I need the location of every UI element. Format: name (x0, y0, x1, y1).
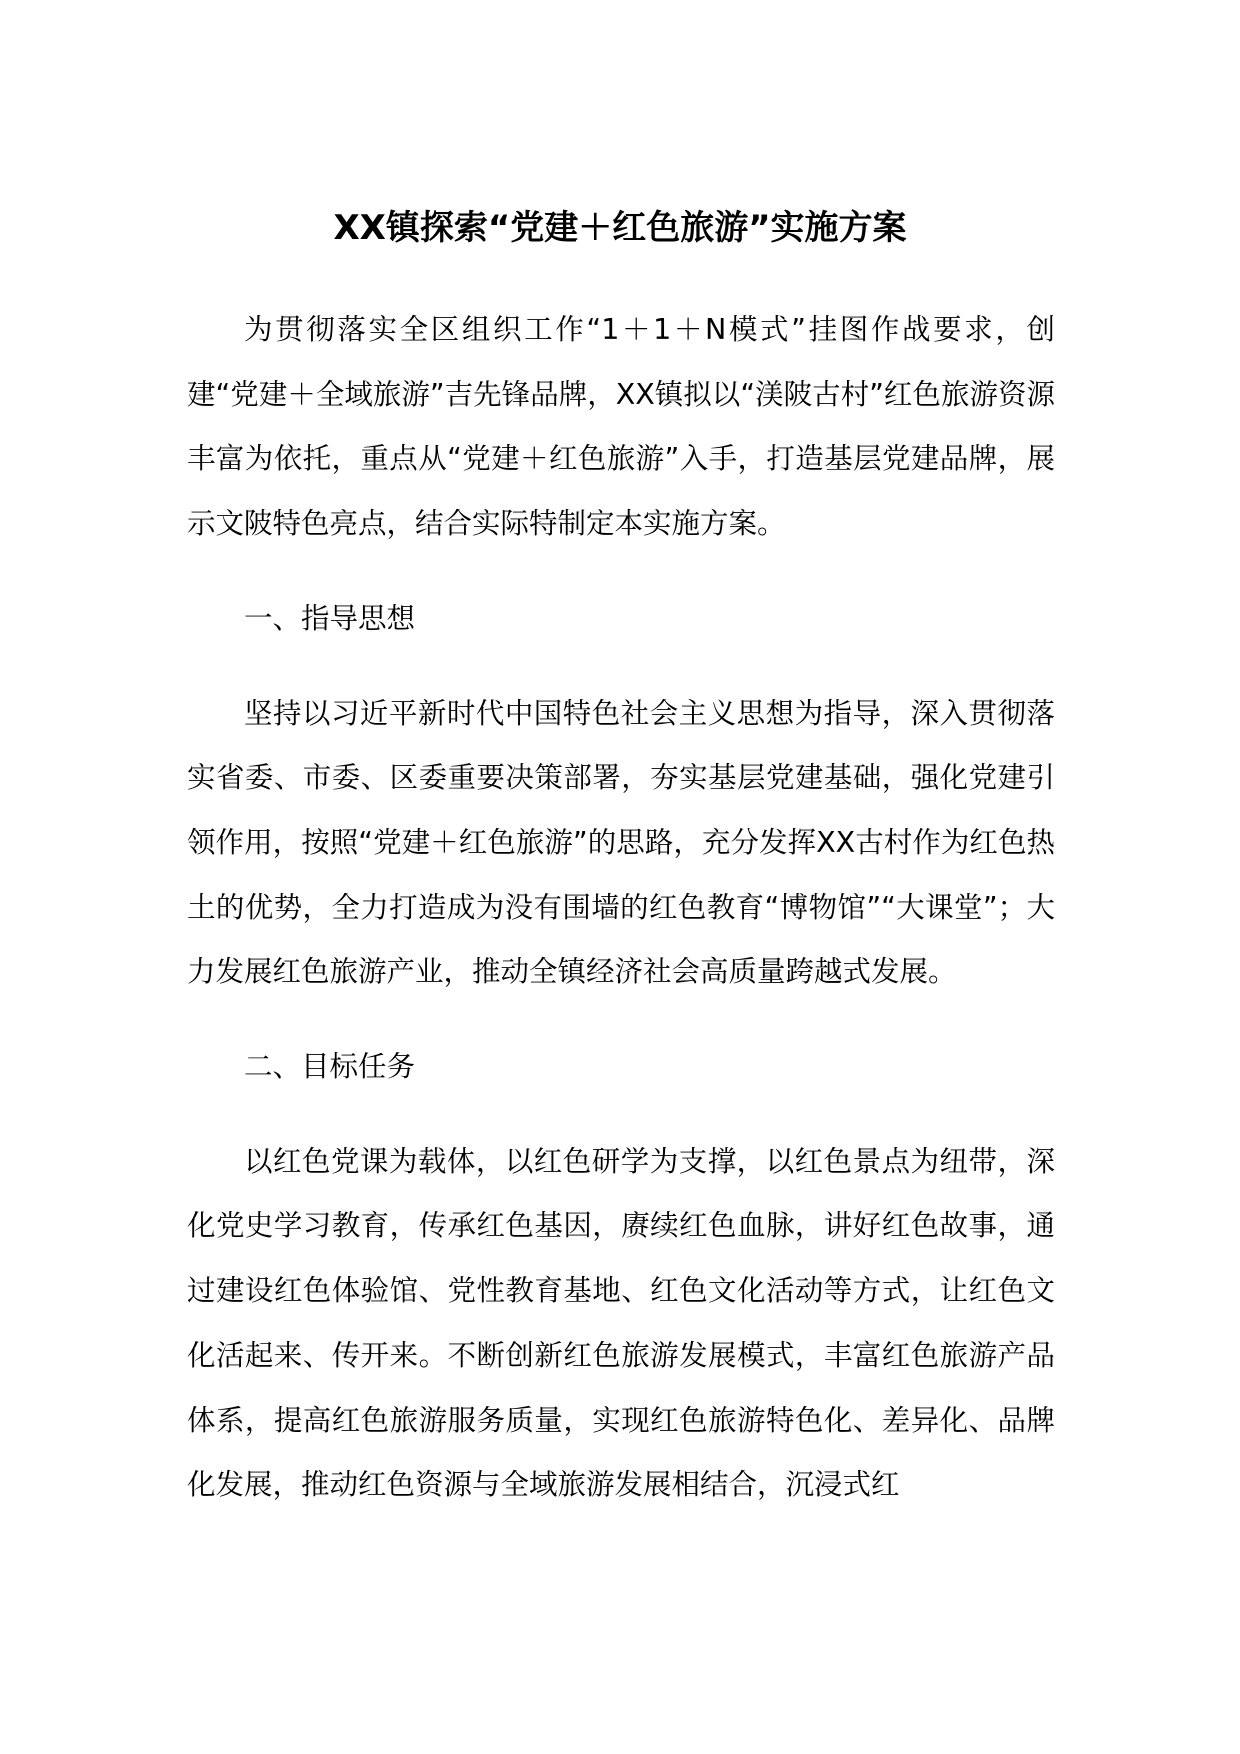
section-heading-goals-tasks: 二、目标任务 (244, 1050, 416, 1084)
goals-tasks-paragraph: 以红色党课为载体，以红色研学为支撑，以红色景点为纽带，深化党史学习教育，传承红色基因，赓续红色血脉，讲好红色故事，通过建设红色体验馆、党性教育基地、红色文化活动等方式，让红色文化活起来、传开来。不断创新红色旅游发展模式，丰富红色旅游产品体系，提高红色旅游服务质量，实现红色旅游特色化、差异化、品牌化发展，推动红色资源与全域旅游发展相结合，沉浸式红 (187, 1144, 1055, 1502)
document-title: XX镇探索“党建＋红色旅游”实施方案 (333, 208, 907, 248)
guiding-ideology-paragraph: 坚持以习近平新时代中国特色社会主义思想为指导，深入贯彻落实省委、市委、区委重要决策部署，夯实基层党建基础，强化党建引领作用，按照“党建＋红色旅游”的思路，充分发挥XX古村作为红色热土的优势，全力打造成为没有围墙的红色教育“博物馆”“大课堂”；大力发展红色旅游产业，推动全镇经济社会高质量跨越式发展。 (187, 696, 1055, 989)
document-body (187, 298, 1055, 1518)
section-heading-guiding-ideology: 一、指导思想 (244, 601, 416, 635)
intro-paragraph: 为贯彻落实全区组织工作“1＋1＋N模式”挂图作战要求，创建“党建＋全域旅游”吉先锋品牌，XX镇拟以“渼陂古村”红色旅游资源丰富为依托，重点从“党建＋红色旅游”入手，打造基层党建品牌，展示文陂特色亮点，结合实际特制定本实施方案。 (187, 313, 1055, 541)
